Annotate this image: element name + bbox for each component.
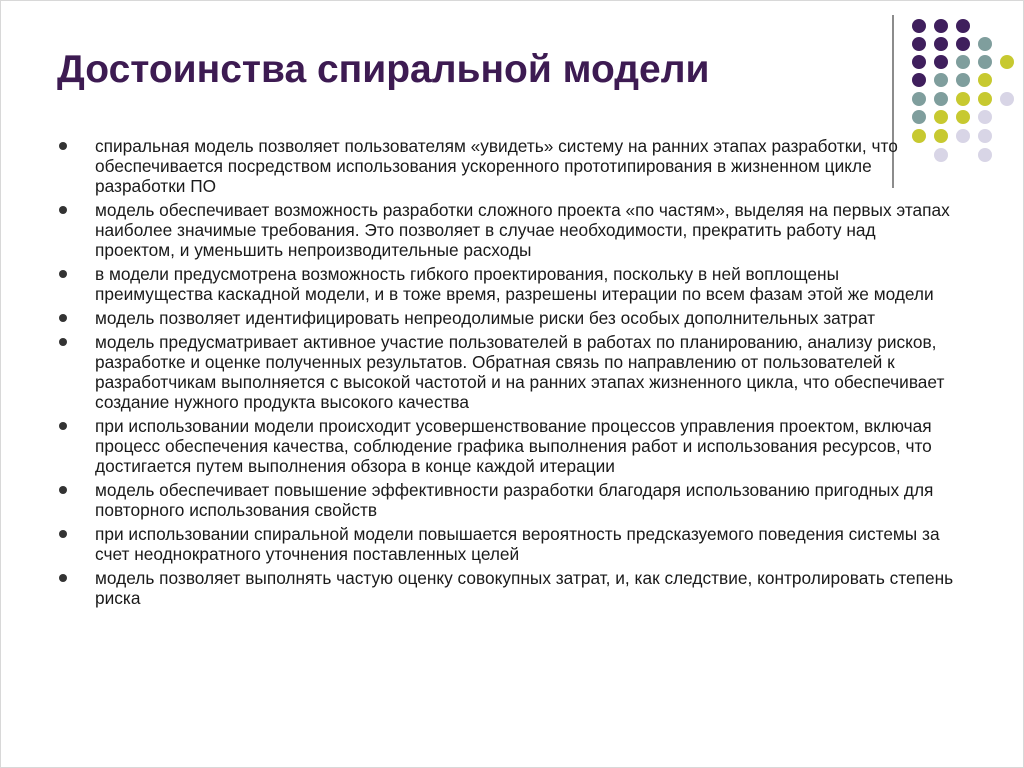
decor-dot bbox=[978, 55, 992, 69]
decor-dot bbox=[934, 92, 948, 106]
bullet-dot-icon bbox=[59, 142, 67, 150]
decor-dot bbox=[912, 92, 926, 106]
list-item bbox=[57, 416, 957, 476]
list-item bbox=[57, 308, 957, 328]
list-item bbox=[57, 480, 957, 520]
decor-dot bbox=[934, 55, 948, 69]
decor-dot bbox=[978, 148, 992, 162]
decor-dot bbox=[934, 73, 948, 87]
decor-dot bbox=[956, 19, 970, 33]
bullet-dot-icon bbox=[59, 206, 67, 214]
list-item-text: при использовании модели происходит усовершенствование процессов управления проектом, включая процесс обеспечения качества, соблюдение графика выполнения работ и использования ресурсов, что достигается путем выполнения обзора в конце каждой итерации bbox=[95, 416, 932, 476]
decor-dot bbox=[912, 55, 926, 69]
decor-dot bbox=[956, 129, 970, 143]
list-item bbox=[57, 200, 957, 260]
list-item-text: при использовании спиральной модели повышается вероятность предсказуемого поведения системы за счет неоднократного уточнения поставленных целей bbox=[95, 524, 940, 564]
list-item-text: модель обеспечивает повышение эффективности разработки благодаря использованию пригодных для повторного использования свойств bbox=[95, 480, 934, 520]
bullet-dot-icon bbox=[59, 486, 67, 494]
bullet-dot-icon bbox=[59, 338, 67, 346]
list-item bbox=[57, 264, 957, 304]
decor-dot bbox=[912, 19, 926, 33]
list-item bbox=[57, 136, 957, 196]
decor-dot bbox=[912, 73, 926, 87]
decor-dot bbox=[956, 55, 970, 69]
list-item-text: спиральная модель позволяет пользователям «увидеть» систему на ранних этапах разработки, что обеспечивается посредством использования ускоренного прототипирования в жизненном цикле разработки ПО bbox=[95, 136, 898, 196]
decor-dot bbox=[978, 92, 992, 106]
slide-title: Достоинства спиральной модели bbox=[57, 48, 710, 91]
decor-dot bbox=[978, 73, 992, 87]
decor-dot bbox=[956, 92, 970, 106]
decor-dot bbox=[956, 37, 970, 51]
bullet-dot-icon bbox=[59, 270, 67, 278]
decor-dot bbox=[978, 129, 992, 143]
advantages-list bbox=[57, 136, 957, 612]
list-item-text: модель обеспечивает возможность разработки сложного проекта «по частям», выделяя на первых этапах наиболее значимые требования. Это позволяет в случае необходимости, прекратить работу над проектом, и уменьшить непроизводительные расходы bbox=[95, 200, 950, 260]
decor-dot bbox=[1000, 55, 1014, 69]
list-item bbox=[57, 568, 957, 608]
list-item-text: модель позволяет идентифицировать непреодолимые риски без особых дополнительных затрат bbox=[95, 308, 876, 328]
decor-dot bbox=[1000, 92, 1014, 106]
bullet-dot-icon bbox=[59, 574, 67, 582]
decor-dot bbox=[912, 110, 926, 124]
decor-dot bbox=[934, 19, 948, 33]
decor-dot bbox=[956, 110, 970, 124]
list-item-text: модель позволяет выполнять частую оценку совокупных затрат, и, как следствие, контролировать степень риска bbox=[95, 568, 954, 608]
decor-dot bbox=[978, 37, 992, 51]
bullet-dot-icon bbox=[59, 530, 67, 538]
decor-dot bbox=[956, 73, 970, 87]
list-item bbox=[57, 332, 957, 412]
list-item-text: в модели предусмотрена возможность гибкого проектирования, поскольку в ней воплощены преимущества каскадной модели, и в тоже время, разрешены итерации по всем фазам этой же модели bbox=[95, 264, 934, 304]
decor-dot bbox=[934, 110, 948, 124]
decor-dot bbox=[912, 37, 926, 51]
decor-dot bbox=[934, 37, 948, 51]
decor-dot bbox=[978, 110, 992, 124]
bullet-dot-icon bbox=[59, 314, 67, 322]
bullet-dot-icon bbox=[59, 422, 67, 430]
list-item-text: модель предусматривает активное участие пользователей в работах по планированию, анализу рисков, разработке и оценке полученных результатов. Обратная связь по направлению от пользователей к разработчикам выполняется с высокой частотой и на ранних этапах жизненного цикла, что обеспечивает создание нужного продукта высокого качества bbox=[95, 332, 945, 412]
list-item bbox=[57, 524, 957, 564]
